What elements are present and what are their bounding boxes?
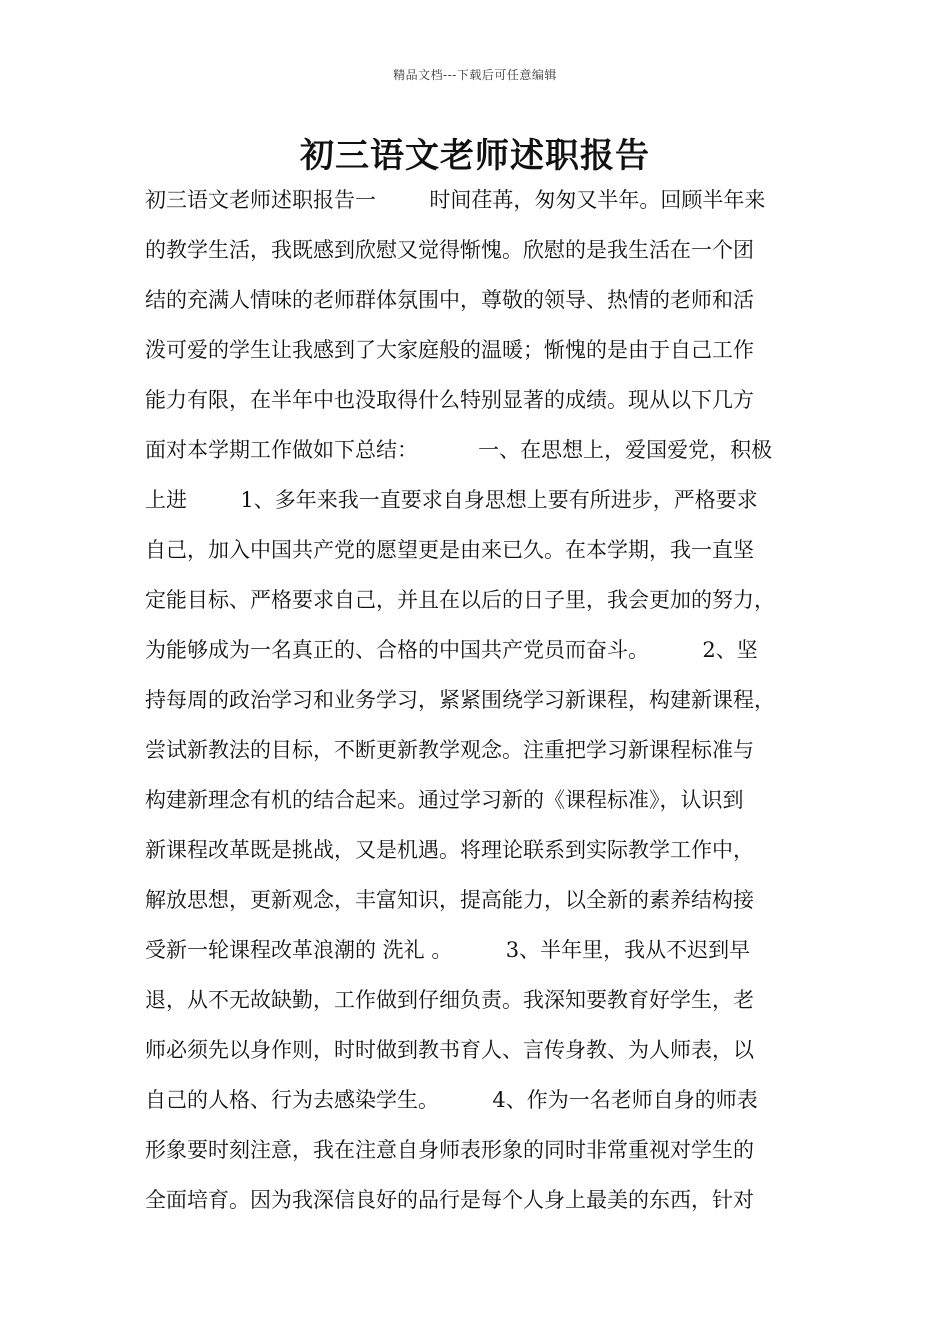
body-line: 解放思想，更新观念，丰富知识，提高能力，以全新的素养结构接 (145, 888, 754, 912)
body-line: 初三语文老师述职报告一 时间荏苒，匆匆又半年。回顾半年来 (145, 188, 766, 212)
body-line: 定能目标、严格要求自己，并且在以后的日子里，我会更加的努力， (145, 588, 775, 612)
body-line: 面对本学期工作做如下总结： 一、在思想上，爱国爱党，积极 (145, 438, 773, 462)
body-line: 退，从不无故缺勤，工作做到仔细负责。我深知要教育好学生，老 (145, 988, 754, 1012)
body-line: 泼可爱的学生让我感到了大家庭般的温暖；惭愧的是由于自己工作 (145, 338, 754, 362)
document-title: 初三语文老师述职报告 (300, 136, 650, 176)
body-line: 持每周的政治学习和业务学习，紧紧围绕学习新课程，构建新课程， (145, 688, 775, 712)
body-line: 尝试新教法的目标，不断更新教学观念。注重把学习新课程标准与 (145, 738, 754, 762)
body-line: 能力有限，在半年中也没取得什么特别显著的成绩。现从以下几方 (145, 388, 754, 412)
body-line: 为能够成为一名真正的、合格的中国共产党员而奋斗。 2、坚 (145, 638, 758, 662)
body-line: 受新一轮课程改革浪潮的 洗礼 。 3、半年里，我从不迟到早 (145, 938, 751, 962)
body-line: 结的充满人情味的老师群体氛围中，尊敬的领导、热情的老师和活 (145, 288, 754, 312)
body-line: 全面培育。因为我深信良好的品行是每个人身上最美的东西，针对 (145, 1188, 754, 1212)
body-line: 自己的人格、行为去感染学生。 4、作为一名老师自身的师表 (145, 1088, 758, 1112)
document-body (145, 182, 825, 1232)
body-line: 新课程改革既是挑战，又是机遇。将理论联系到实际教学工作中， (145, 838, 754, 862)
header-note: 精品文档---下载后可任意编辑 (393, 68, 557, 82)
body-line: 构建新理念有机的结合起来。通过学习新的《课程标准》，认识到 (145, 788, 744, 812)
body-line: 的教学生活，我既感到欣慰又觉得惭愧。欣慰的是我生活在一个团 (145, 238, 754, 262)
body-line: 形象要时刻注意，我在注意自身师表形象的同时非常重视对学生的 (145, 1138, 754, 1162)
body-line: 上进 1、多年来我一直要求自身思想上要有所进步，严格要求 (145, 488, 758, 512)
body-line: 自己，加入中国共产党的愿望更是由来已久。在本学期，我一直坚 (145, 538, 754, 562)
body-line: 师必须先以身作则，时时做到教书育人、言传身教、为人师表，以 (145, 1038, 754, 1062)
